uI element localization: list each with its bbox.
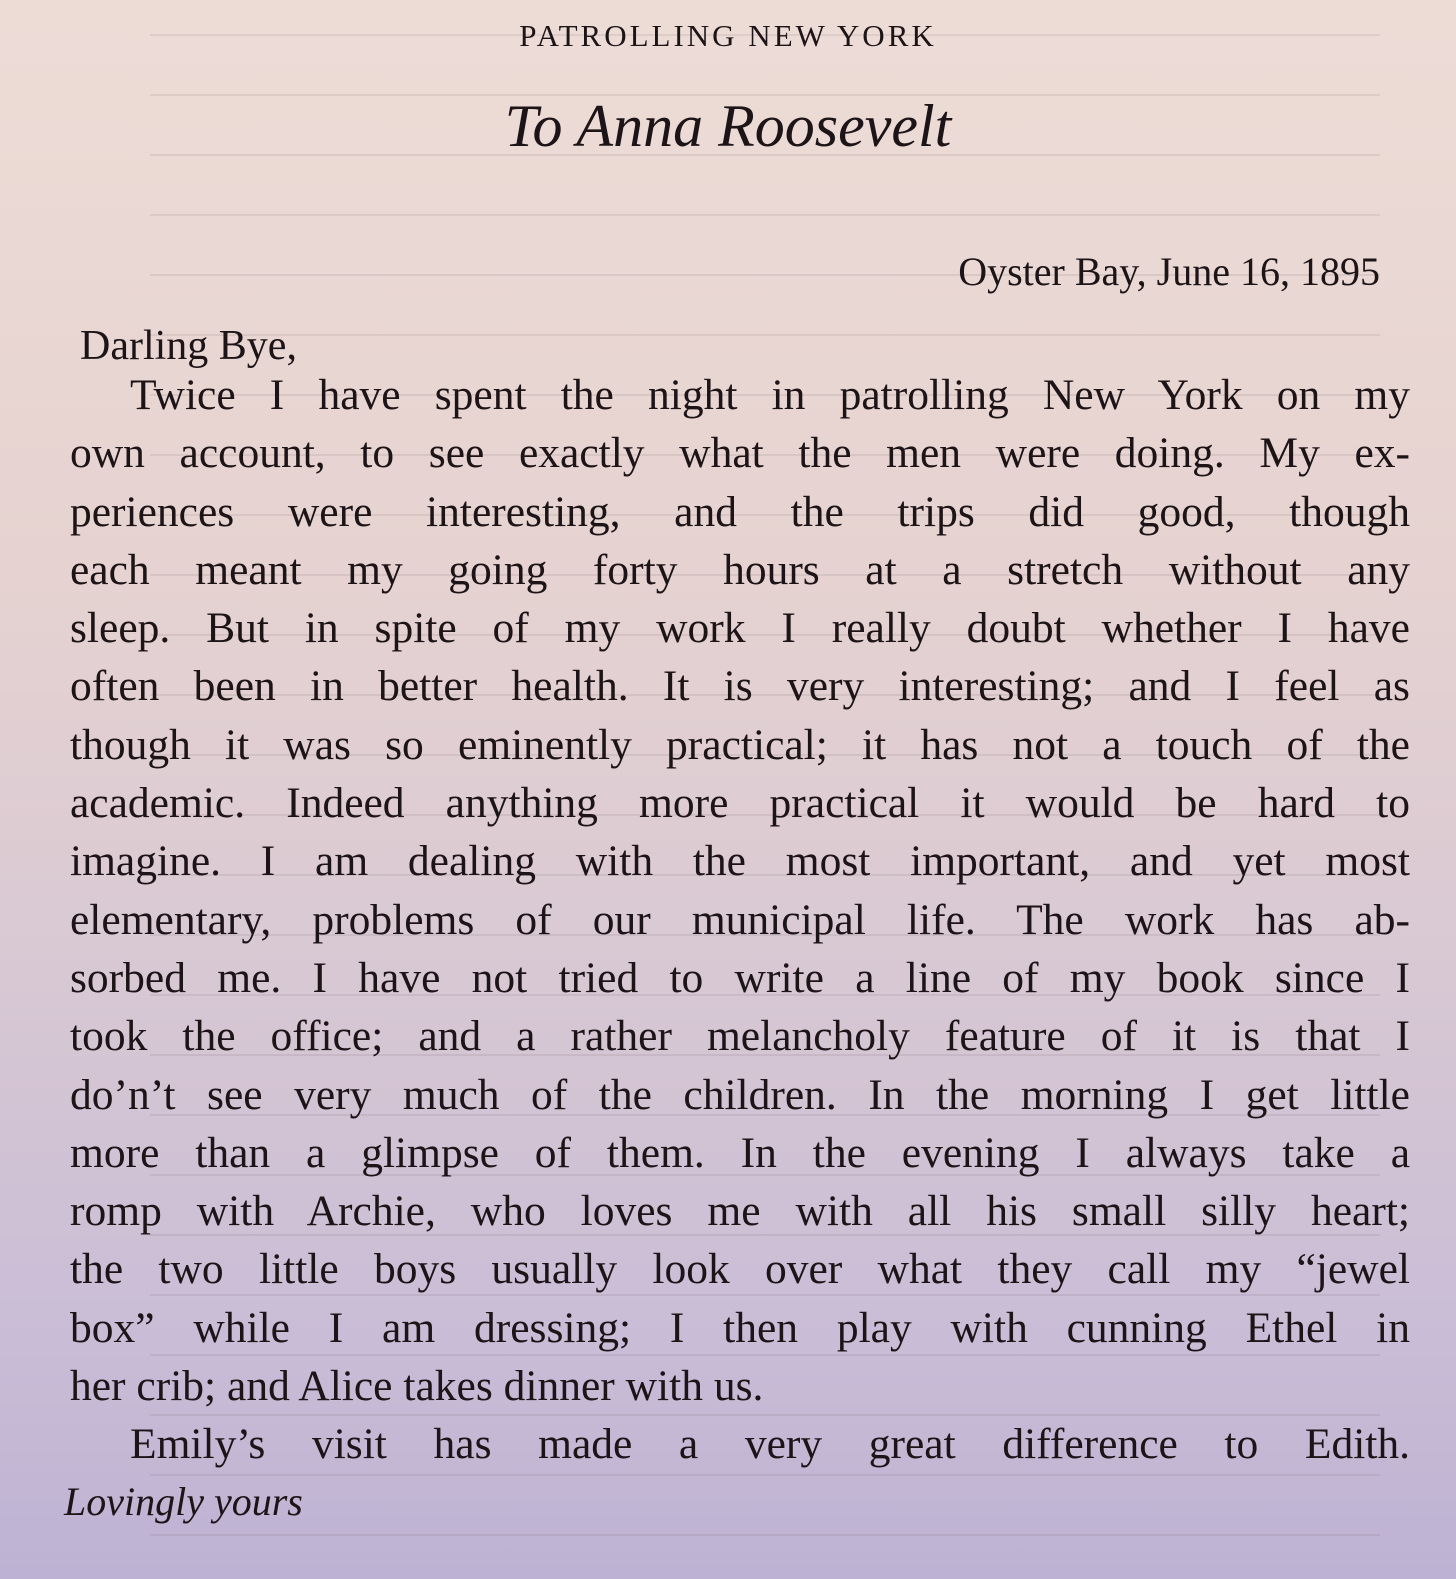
- closing: Lovingly yours: [64, 1479, 303, 1524]
- text-line: do’n’t see very much of the children. In the morning I get little: [70, 1070, 1410, 1119]
- text-line: own account, to see exactly what the men were doing. My ex-: [70, 429, 1410, 478]
- text-line: imagine. I am dealing with the most important, and yet most: [70, 837, 1410, 886]
- letter-body: [70, 366, 1410, 1474]
- text-line: academic. Indeed anything more practical it would be hard to: [70, 779, 1410, 828]
- text-line: elementary, problems of our municipal life. The work has ab-: [70, 895, 1410, 944]
- text-line: took the office; and a rather melancholy feature of it is that I: [70, 1012, 1410, 1061]
- letter-title: To Anna Roosevelt: [504, 93, 952, 159]
- dateline: Oyster Bay, June 16, 1895: [958, 249, 1380, 294]
- running-head: PATROLLING NEW YORK: [519, 18, 937, 53]
- text-line: Emily’s visit has made a very great difference to Edith.: [130, 1420, 1410, 1469]
- text-line: box” while I am dressing; I then play with cunning Ethel in: [70, 1303, 1410, 1352]
- text-line: Twice I have spent the night in patrolling New York on my: [130, 371, 1410, 419]
- text-line: each meant my going forty hours at a stretch without any: [70, 545, 1410, 594]
- text-line: periences were interesting, and the trips did good, though: [70, 487, 1410, 536]
- salutation: Darling Bye,: [80, 323, 297, 369]
- paragraph-2: [70, 1415, 1410, 1473]
- text-line: often been in better health. It is very interesting; and I feel as: [70, 662, 1410, 711]
- paragraph-1: [70, 366, 1410, 1415]
- text-line: though it was so eminently practical; it has not a touch of the: [70, 720, 1410, 769]
- text-line: the two little boys usually look over what they call my “jewel: [70, 1245, 1410, 1294]
- text-line: sorbed me. I have not tried to write a line of my book since I: [70, 953, 1410, 1002]
- text-line: more than a glimpse of them. In the evening I always take a: [70, 1128, 1410, 1177]
- text-line: sleep. But in spite of my work I really doubt whether I have: [70, 604, 1410, 653]
- text-line: romp with Archie, who loves me with all his small silly heart;: [70, 1187, 1410, 1236]
- text-line: her crib; and Alice takes dinner with us.: [70, 1362, 764, 1411]
